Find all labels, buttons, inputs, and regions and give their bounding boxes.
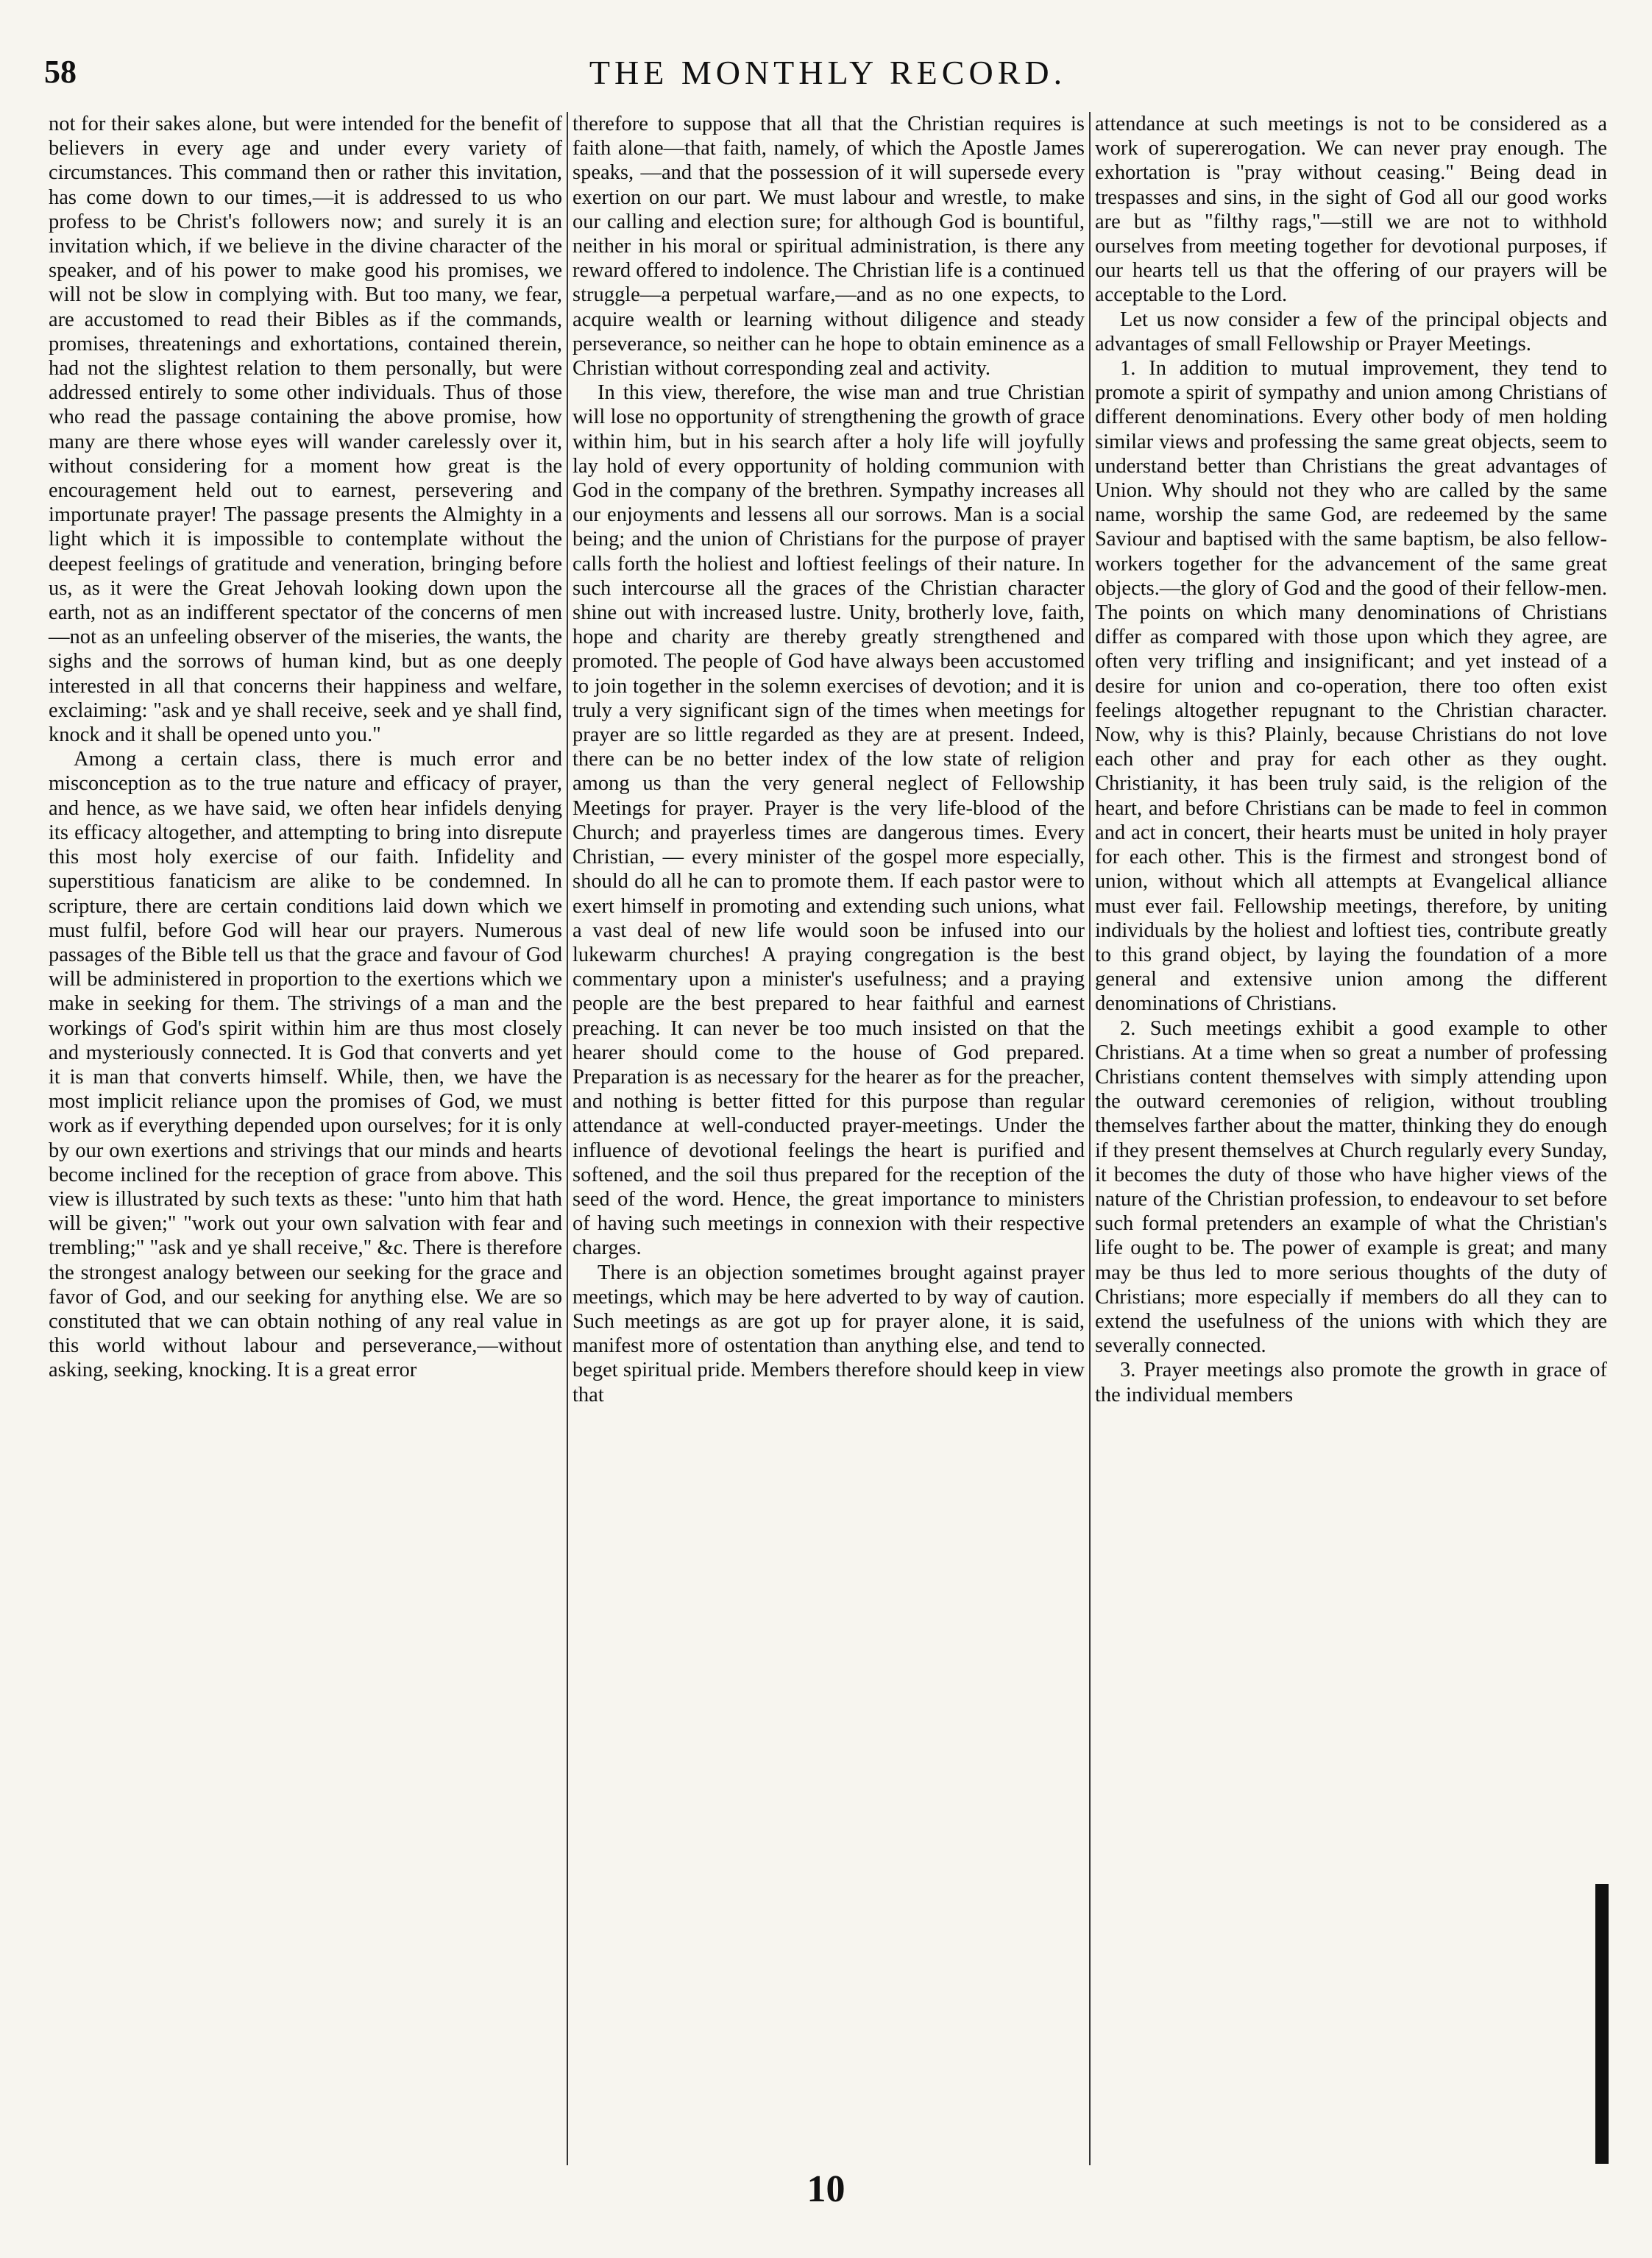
signature-mark: 10 — [806, 2168, 846, 2210]
page-header — [44, 53, 1612, 105]
paragraph: therefore to suppose that all that the Christian requires is faith alone—that faith, namely, of which the Apostle James speaks, —and that the possession of it will supersede every exertion on our part. We must labour and wrestle, to make our calling and election sure; for although God is bountiful, neither in his moral or spiritual administration, is there any reward offered to indolence. The Christian life is a continued struggle—a perpetual warfare,—and as no one expects, to acquire wealth or learning without diligence and steady perseverance, so neither can he hope to obtain eminence as a Christian without corresponding zeal and activity. — [572, 113, 1085, 381]
text-columns — [44, 112, 1612, 2165]
paragraph: Among a certain class, there is much error and misconception as to the true nature and efficacy of prayer, and hence, as we have said, we often hear infidels denying its efficacy altogether, and attempting to bring into disrepute this most holy exercise of our faith. Infidelity and superstitious fanaticism are alike to be condemned. In scripture, there are certain conditions laid down which we must fulfil, before God will hear our prayers. Numerous passages of the Bible tell us that the grace and favour of God will be administered in proportion to the exertions which we make in seeking for them. The strivings of a man and the workings of God's spirit within him are thus most closely and mysteriously connected. It is God that converts and yet it is man that converts himself. While, then, we have the most implicit reliance upon the promises of God, we must work as if everything depended upon ourselves; for it is only by our own exertions and strivings that our minds and hearts become inclined for the reception of grace from above. This view is illustrated by such texts as these: "unto him that hath will be given;" "work out your own salvation with fear and trembling;" "ask and ye shall receive," &c. There is therefore the strongest analogy between our seeking for the grace and favor of God, and our seeking for anything else. We are so constituted that we can obtain nothing of any real value in this world without labour and perseverance,—without asking, seeking, knocking. It is a great error — [49, 748, 562, 1382]
column-3 — [1089, 112, 1612, 2165]
paragraph: In this view, therefore, the wise man and true Christian will lose no opportunity of strengthening the growth of grace within him, but in his search after a holy life will joyfully lay hold of every opportunity of holding communion with God in the company of the brethren. Sympathy increases all our enjoyments and lessens all our sorrows. Man is a social being; and the union of Christians for the purpose of prayer calls forth the holiest and loftiest feelings of their nature. In such intercourse all the graces of the Christian character shine out with increased lustre. Unity, brotherly love, faith, hope and charity are thereby greatly strengthened and promoted. The people of God have always been accustomed to join together in the solemn exercises of devotion; and it is truly a very significant sign of the times when meetings for prayer are so little regarded as they are at present. Indeed, there can be no better index of the low state of religion among us than the very general neglect of Fellowship Meetings for prayer. Prayer is the very life-blood of the Church; and prayerless times are dangerous times. Every Christian, — every minister of the gospel more especially, should do all he can to promote them. If each pastor were to exert himself in promoting and extending such unions, what a vast deal of new life would soon be infused into our lukewarm churches! A praying congregation is the best commentary upon a minister's usefulness; and a praying people are the best prepared to hear faithful and earnest preaching. It can never be too much insisted on that the hearer should come to the house of God prepared. Preparation is as necessary for the hearer as for the preacher, and nothing is better fitted for this purpose than regular attendance at well-conducted prayer-meetings. Under the influence of devotional feelings the heart is purified and softened, and the soil thus prepared for the reception of the seed of the word. Hence, the great importance to ministers of having such meetings in connexion with their respective charges. — [572, 381, 1085, 1260]
page-number: 58 — [44, 54, 77, 90]
running-title: THE MONTHLY RECORD. — [589, 54, 1067, 91]
paragraph: not for their sakes alone, but were intended for the benefit of believers in every age and under every variety of circumstances. This command then or rather this invitation, has come down to our times,—it is addressed to us who profess to be Christ's followers now; and surely it is an invitation which, if we believe in the divine character of the speaker, and of his power to make good his promises, we will not be slow in complying with. But too many, we fear, are accustomed to read their Bibles as if the commands, promises, threatenings and exhortations, contained therein, had not the slightest relation to them personally, but were addressed entirely to some other individuals. Thus of those who read the passage containing the above promise, how many are there whose eyes will wander carelessly over it, without considering for a moment how great is the encouragement held out to earnest, persevering and importunate prayer! The passage presents the Almighty in a light which it is impossible to contemplate without the deepest feelings of gratitude and veneration, bringing before us, as it were the Great Jehovah looking down upon the earth, not as an indifferent spectator of the concerns of men—not as an unfeeling observer of the miseries, the wants, the sighs and the sorrows of human kind, but as one deeply interested in all that concerns their happiness and welfare, exclaiming: "ask and ye shall receive, seek and ye shall find, knock and it shall be opened unto you." — [49, 113, 562, 747]
paragraph: attendance at such meetings is not to be considered as a work of supererogation. We can never pray enough. The exhortation is "pray without ceasing." Being dead in trespasses and sins, in the sight of God all our good works are but as "filthy rags,"—still we are not to withhold ourselves from meeting together for devotional purposes, if our hearts tell us that the offering of our prayers will be acceptable to the Lord. — [1095, 113, 1607, 307]
paragraph: Let us now consider a few of the principal objects and advantages of small Fellowship or Prayer Meetings. — [1095, 308, 1607, 355]
paragraph: 2. Such meetings exhibit a good example to other Christians. At a time when so great a number of professing Christians content themselves with simply attending upon the outward ceremonies of religion, without troubling themselves farther about the matter, thinking they do enough if they present themselves at Church regularly every Sunday, it becomes the duty of those who have higher views of the nature of the Christian profession, to endeavour to set before such formal pretenders an example of what the Christian's life ought to be. The power of example is great; and many may be thus led to more serious thoughts of the duty of Christians; more especially if members do all they can to extend the usefulness of the unions with which they are severally connected. — [1095, 1016, 1607, 1358]
scan-edge-mark — [1595, 1884, 1609, 2164]
paragraph: 1. In addition to mutual improvement, they tend to promote a spirit of sympathy and union among Christians of different denominations. Every other body of men holding similar views and professing the same great objects, seem to understand better than Christians the great advantages of Union. Why should not they who are called by the same name, worship the same God, are redeemed by the same Saviour and baptised with the same baptism, be also fellow-workers together for the advancement of the same great objects.—the glory of God and the good of their fellow-men. The points on which many denominations of Christians differ as compared with those upon which they agree, are often very trifling and insignificant; and yet instead of a desire for union and co-operation, there too often exist feelings altogether repugnant to the Christian character. Now, why is this? Plainly, because Christians do not love each other and pray for each other as they ought. Christianity, it has been truly said, is the religion of the heart, and before Christians can be made to feel in common and act in concert, their hearts must be united in holy prayer for each other. This is the firmest and strongest bond of union, without which all attempts at Evangelical alliance must ever fail. Fellowship meetings, therefore, by uniting individuals by the holiest and loftiest ties, contribute greatly to this grand object, by laying the foundation of a more general and extensive union among the different denominations of Christians. — [1095, 357, 1607, 1016]
paragraph: There is an objection sometimes brought against prayer meetings, which may be here adverted to by way of caution. Such meetings as are got up for prayer alone, it is said, manifest more of ostentation than anything else, and tend to beget spiritual pride. Members therefore should keep in view that — [572, 1261, 1085, 1406]
paragraph: 3. Prayer meetings also promote the growth in grace of the individual members — [1095, 1359, 1607, 1406]
column-2 — [567, 112, 1089, 2165]
column-1 — [44, 112, 567, 2165]
